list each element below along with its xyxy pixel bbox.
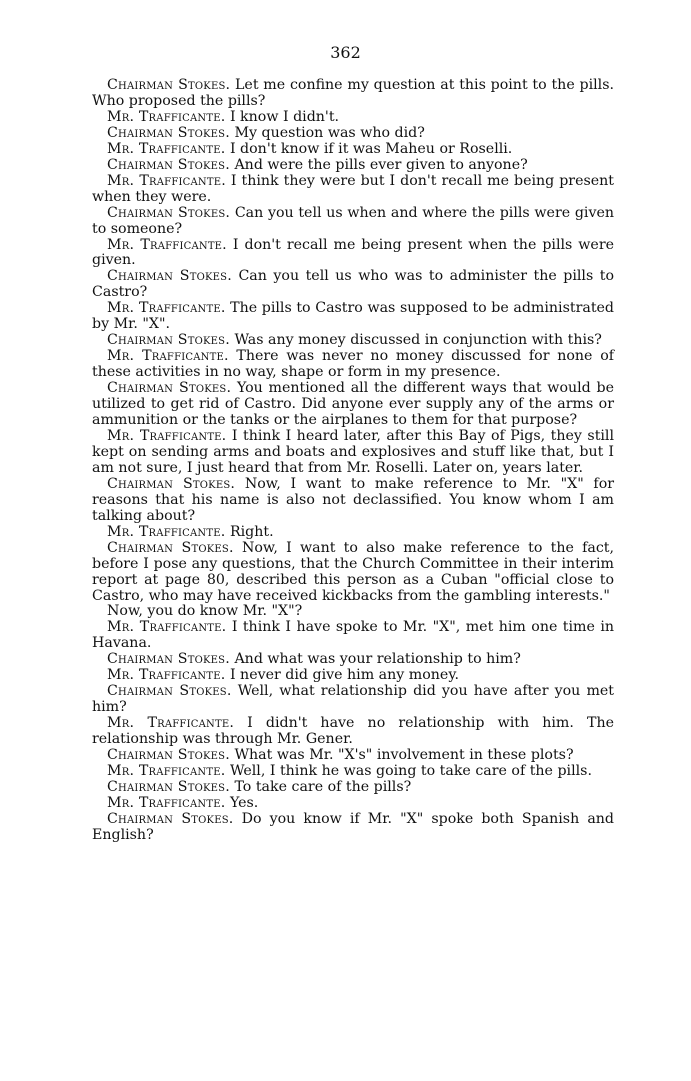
transcript-paragraph <box>92 206 614 238</box>
transcript-paragraph <box>92 668 614 684</box>
speaker-name: Mr. Trafficante. <box>107 172 226 189</box>
speech-text: Now, I want to make reference to Mr. "X" for reasons that his name is also not declassified. You know whom I am talking about? <box>92 475 615 524</box>
speaker-name: Chairman Stokes. <box>107 747 230 764</box>
speech-text: Can you tell us when and where the pills were given to someone? <box>92 204 614 237</box>
speech-text: You mentioned all the different ways that would be utilized to get rid of Castro. Did anyone ever supply any of the arms or ammunition or the tanks or the airplanes to them for that purpose? <box>92 380 615 429</box>
speaker-name: Chairman Stokes. <box>107 332 230 349</box>
transcript-paragraph <box>92 381 614 429</box>
speech-text: There was never no money discussed for none of these activities in no way, shape or form in my presence. <box>92 348 614 381</box>
speaker-name: Chairman Stokes. <box>107 77 231 93</box>
speaker-name: Chairman Stokes. <box>107 810 234 827</box>
transcript-paragraph <box>92 174 614 206</box>
speaker-name: Mr. Trafficante. <box>107 236 227 253</box>
speaker-name: Chairman Stokes. <box>107 124 230 141</box>
speech-text: I know I didn't. <box>229 108 340 125</box>
transcript-paragraph <box>92 110 614 126</box>
speaker-name: Chairman Stokes. <box>107 651 230 668</box>
speaker-name: Chairman Stokes. <box>107 778 230 795</box>
speaker-name: Mr. Trafficante. <box>107 140 226 157</box>
speech-text: Well, what relationship did you have after you met him? <box>92 683 614 716</box>
transcript-paragraph <box>92 652 614 668</box>
speech-text: I think I heard later, after this Bay of Pigs, they still kept on sending arms and boats and explosives and stuff like that, but I am not sure, I just heard that from Mr. Roselli. Later on, years later. <box>92 427 615 476</box>
speaker-name: Mr. Trafficante. <box>107 523 226 540</box>
transcript-paragraph <box>92 78 614 110</box>
speech-text: Yes. <box>229 794 259 811</box>
speech-text: I don't recall me being present when the pills were given. <box>92 236 615 269</box>
speech-text: Well, I think he was going to take care of the pills. <box>229 762 592 779</box>
transcript-paragraph <box>92 126 614 142</box>
speaker-name: Mr. Trafficante. <box>107 348 229 365</box>
transcript-paragraph <box>92 429 614 477</box>
speaker-name: Mr. Trafficante. <box>107 667 226 684</box>
speech-text: Do you know if Mr. "X" spoke both Spanish and English? <box>92 810 614 843</box>
transcript-paragraph <box>92 477 614 525</box>
speech-text: And were the pills ever given to anyone? <box>234 156 528 173</box>
transcript-paragraph <box>92 716 614 748</box>
speech-text: Now, I want to also make reference to the fact, before I pose any questions, that the Church Committee in their interim report at page 80, described this person as a Cuban "official close to Castro, who may have received kickbacks from the gambling interests." <box>92 539 615 604</box>
transcript-paragraph <box>92 525 614 541</box>
transcript-paragraph <box>92 349 614 381</box>
transcript-paragraph <box>92 541 614 605</box>
speech-text: Was any money discussed in conjunction with this? <box>234 332 602 349</box>
speaker-name: Chairman Stokes. <box>107 475 236 492</box>
speech-text: Right. <box>229 523 274 540</box>
transcript-paragraph <box>92 812 614 844</box>
transcript-paragraph <box>92 301 614 333</box>
speaker-name: Chairman Stokes. <box>107 204 231 221</box>
speech-text: I don't know if it was Maheu or Roselli. <box>229 140 513 157</box>
transcript-paragraph <box>92 238 614 270</box>
speaker-name: Chairman Stokes. <box>107 539 234 556</box>
transcript-paragraph <box>92 748 614 764</box>
transcript-paragraph <box>92 780 614 796</box>
speech-text: I think I have spoke to Mr. "X", met him one time in Havana. <box>92 619 615 652</box>
speech-text: To take care of the pills? <box>234 778 412 795</box>
speaker-name: Chairman Stokes. <box>107 156 230 173</box>
transcript-body <box>92 78 614 844</box>
transcript-paragraph <box>92 764 614 780</box>
speaker-name: Mr. Trafficante. <box>107 108 226 125</box>
speech-text: And what was your relationship to him? <box>234 651 521 668</box>
transcript-paragraph <box>92 269 614 301</box>
speaker-name: Mr. Trafficante. <box>107 794 226 811</box>
page-number: 362 <box>330 43 361 62</box>
speech-text: My question was who did? <box>234 124 425 141</box>
speaker-name: Mr. Trafficante. <box>107 762 226 779</box>
speaker-name: Chairman Stokes. <box>107 268 232 285</box>
transcript-paragraph <box>92 796 614 812</box>
speech-text: Let me confine my question at this point to the pills. Who proposed the pills? <box>92 77 614 109</box>
transcript-paragraph <box>92 684 614 716</box>
speech-text: What was Mr. "X's" involvement in these plots? <box>234 747 574 764</box>
speaker-name: Mr. Trafficante. <box>107 300 226 317</box>
speaker-name: Chairman Stokes. <box>107 683 232 700</box>
speech-text: I never did give him any money. <box>229 667 459 684</box>
transcript-paragraph <box>92 620 614 652</box>
speaker-name: Mr. Trafficante. <box>107 427 227 444</box>
transcript-paragraph <box>92 604 614 620</box>
speech-text: I think they were but I don't recall me being present when they were. <box>92 172 615 205</box>
transcript-paragraph <box>92 333 614 349</box>
speech-text: The pills to Castro was supposed to be administrated by Mr. "X". <box>92 300 615 333</box>
speech-text: Now, you do know Mr. "X"? <box>107 603 303 620</box>
transcript-paragraph <box>92 158 614 174</box>
speech-text: I didn't have no relationship with him. The relationship was through Mr. Gener. <box>92 715 614 748</box>
transcript-paragraph <box>92 142 614 158</box>
speaker-name: Chairman Stokes. <box>107 380 232 397</box>
speaker-name: Mr. Trafficante. <box>107 619 227 636</box>
speaker-name: Mr. Trafficante. <box>107 715 235 732</box>
speech-text: Can you tell us who was to administer the pills to Castro? <box>92 268 615 301</box>
